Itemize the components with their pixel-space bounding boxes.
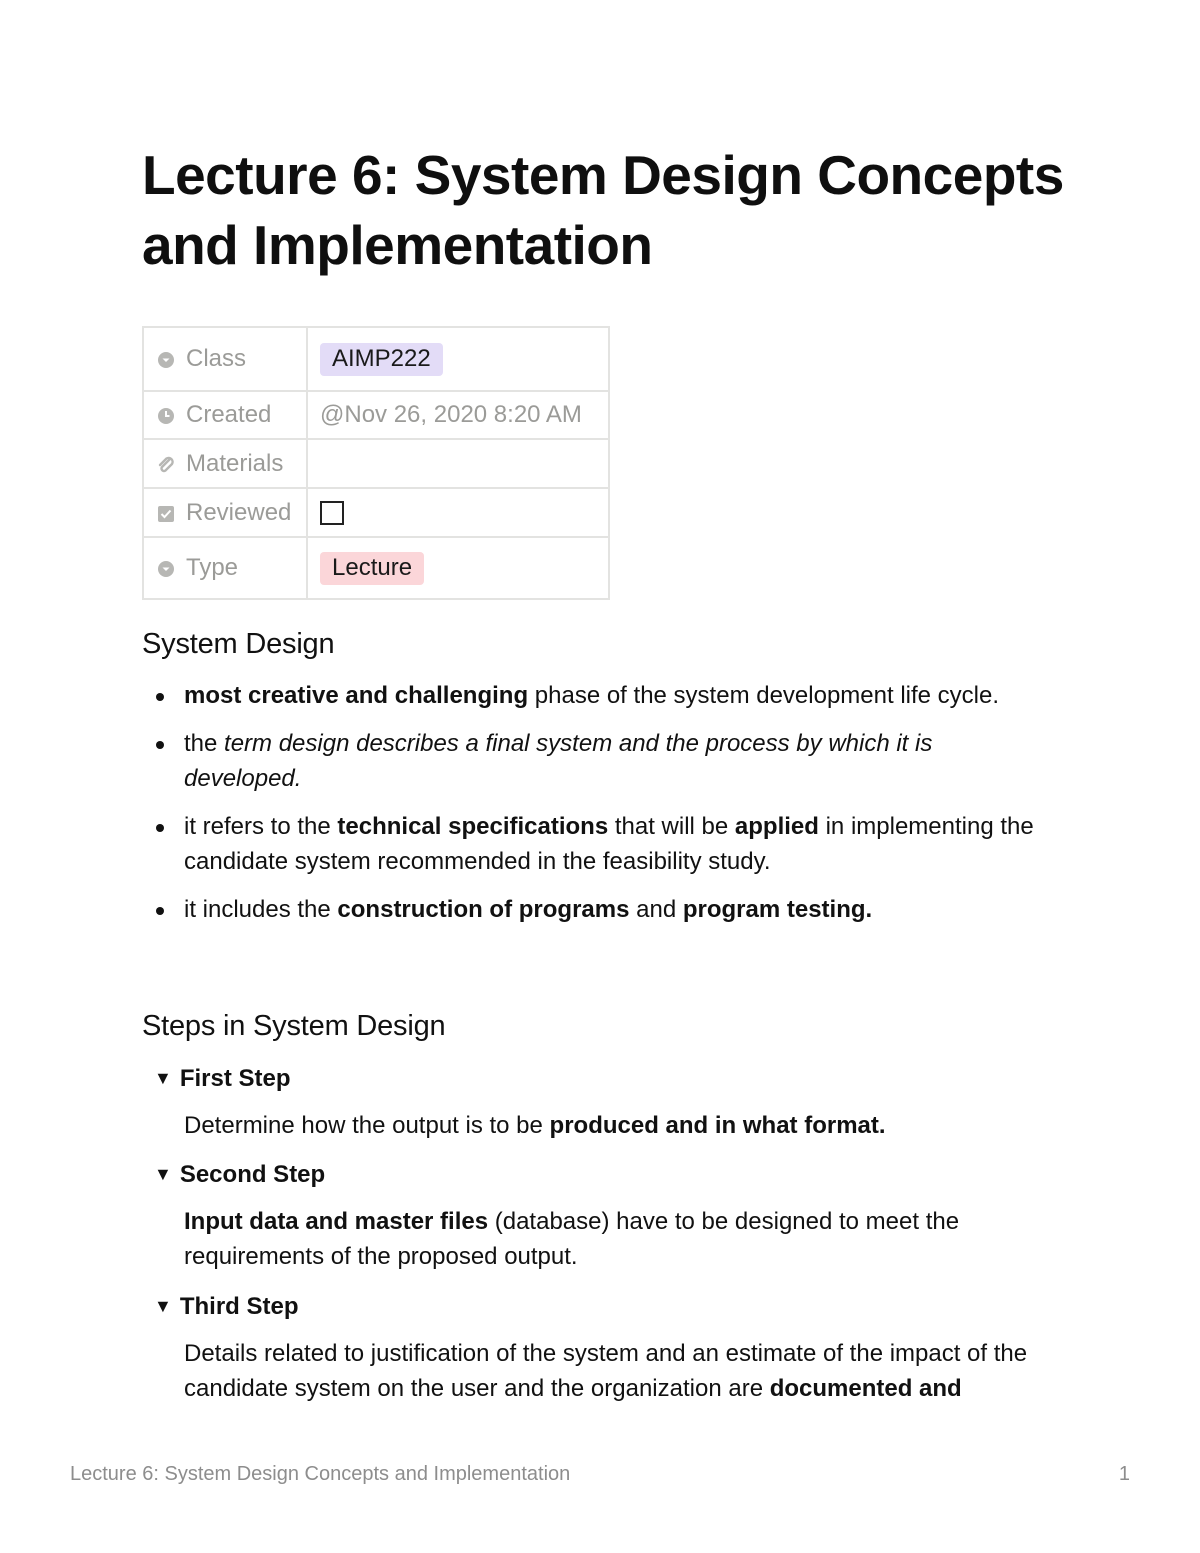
property-key-created bbox=[143, 391, 307, 439]
select-icon bbox=[156, 349, 176, 369]
property-row-created bbox=[143, 391, 609, 439]
property-value-reviewed bbox=[307, 488, 609, 537]
reviewed-checkbox[interactable] bbox=[320, 501, 344, 525]
page-title: Lecture 6: System Design Concepts and Implementation bbox=[142, 144, 1064, 276]
list-item: the term design describes a final system and the process by which it is developed. bbox=[142, 726, 1042, 796]
checkbox-icon bbox=[156, 503, 176, 523]
toggle-body: Determine how the output is to be produced and in what format. bbox=[184, 1112, 886, 1139]
toggle-header[interactable]: ▼ First Step bbox=[154, 1061, 1054, 1096]
property-label: Reviewed bbox=[186, 498, 292, 526]
properties-table bbox=[142, 326, 610, 600]
property-row-type bbox=[143, 537, 609, 599]
property-key-type bbox=[143, 537, 307, 599]
property-label: Created bbox=[186, 401, 272, 428]
list-item: it includes the construction of programs and program testing. bbox=[142, 892, 1042, 927]
class-tag[interactable]: AIMP222 bbox=[320, 343, 443, 376]
property-row-materials bbox=[143, 439, 609, 488]
property-label: Class bbox=[186, 345, 247, 372]
property-key-materials bbox=[143, 439, 307, 488]
toggle-body: Details related to justification of the system and an estimate of the impact of the candidate system on the user and the organization are documented and bbox=[184, 1340, 1028, 1402]
select-icon bbox=[156, 558, 176, 578]
property-row-class bbox=[143, 327, 609, 391]
list-item: most creative and challenging phase of the system development life cycle. bbox=[142, 678, 1042, 713]
toggle-first-step bbox=[154, 1061, 1054, 1143]
property-value-materials[interactable] bbox=[307, 439, 609, 488]
triangle-down-icon[interactable]: ▼ bbox=[154, 1068, 172, 1088]
property-value-created: @Nov 26, 2020 8:20 AM bbox=[307, 391, 609, 439]
property-key-reviewed bbox=[143, 488, 307, 537]
system-design-list bbox=[142, 678, 1042, 940]
clock-icon bbox=[156, 405, 176, 425]
triangle-down-icon[interactable]: ▼ bbox=[154, 1164, 172, 1184]
property-row-reviewed bbox=[143, 488, 609, 537]
toggle-header[interactable]: ▼ Second Step bbox=[154, 1157, 1054, 1192]
property-value-class[interactable] bbox=[307, 327, 609, 391]
page-number: 1 bbox=[1118, 1463, 1130, 1485]
section-heading-steps: Steps in System Design bbox=[142, 1010, 446, 1042]
footer-title: Lecture 6: System Design Concepts and Implementation bbox=[70, 1463, 571, 1485]
property-label: Materials bbox=[186, 449, 284, 477]
toggle-header[interactable]: ▼ Third Step bbox=[154, 1289, 1054, 1324]
property-label: Type bbox=[186, 554, 239, 581]
type-tag[interactable]: Lecture bbox=[320, 552, 424, 585]
toggle-body: Input data and master files (database) have to be designed to meet the requirements of the proposed output. bbox=[184, 1208, 960, 1270]
section-heading-system-design: System Design bbox=[142, 628, 335, 660]
property-value-type[interactable] bbox=[307, 537, 609, 599]
toggle-second-step bbox=[154, 1157, 1054, 1274]
triangle-down-icon[interactable]: ▼ bbox=[154, 1296, 172, 1316]
toggle-third-step bbox=[154, 1289, 1054, 1406]
list-item: it refers to the technical specifications that will be applied in implementing the candidate system recommended in the feasibility study. bbox=[142, 809, 1042, 879]
paperclip-icon bbox=[156, 454, 176, 474]
property-key-class bbox=[143, 327, 307, 391]
